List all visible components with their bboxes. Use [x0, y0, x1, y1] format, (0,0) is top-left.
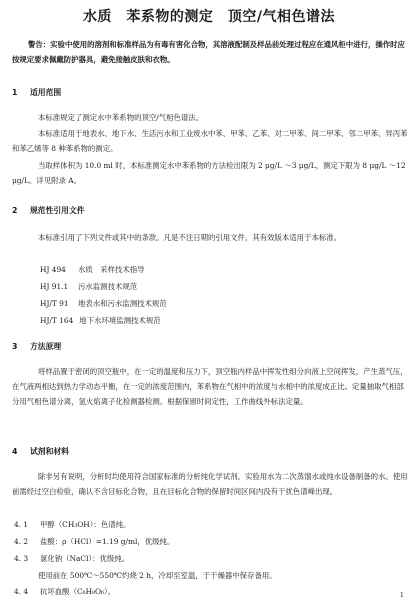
section-4-number: 4 [12, 447, 18, 456]
section-2-title: 规范性引用文件 [30, 206, 85, 215]
safety-warning: 警告：实验中使用的溶剂和标准样品为有毒有害化合物，其溶液配制及样品前处理过程应在通风柜中进行，操作时应按规定要求佩戴防护器具，避免接触皮肤和衣物。 [12, 40, 405, 64]
reference-title: 污水监测技术规范 [78, 282, 138, 291]
section-1-paragraph-3: 当取样体积为 10.0 ml 时，本标准测定水中苯系物的方法检出限为 2 μg/L ～3 μg/L，测定下限为 8 μg/L ～12 μg/L。详见附录 A。 [12, 161, 406, 185]
reagent-code: 4. 1 [14, 520, 29, 529]
reference-title: 水质 采样技术指导 [78, 265, 145, 274]
section-3-heading [12, 341, 61, 352]
reference-code: HJ 494 [40, 265, 66, 274]
reagent-item [14, 536, 174, 547]
section-2-paragraph-1: 本标准引用了下列文件或其中的条款。凡是不注日期的引用文件，其有效版本适用于本标准。 [38, 233, 342, 242]
section-2-heading [12, 205, 85, 216]
reagent-text: 甲醇（CH₃OH）：色谱纯。 [40, 520, 131, 529]
reference-title: 地下水环境监测技术规范 [79, 316, 161, 325]
reagent-text: 抗坏血酸（C₆H₈O₆）。 [40, 587, 116, 596]
reference-item [40, 298, 167, 309]
section-3-paragraph-1: 将样品置于密闭的顶空瓶中，在一定的温度和压力下，顶空瓶内样品中挥发性组分向液上空间挥发，产生蒸气压，在气液两相达到热力学动态平衡，在一定的浓度范围内，苯系物在气相中的浓度与水相中的浓度成正比。定量抽取气相部分用气相色谱分离，氢火焰离子化检测器检测。根据保留时间定性，工作曲线外标法定量。 [12, 367, 408, 406]
reagent-item [14, 519, 130, 530]
reference-code: HJ 91.1 [40, 282, 69, 291]
document-title: 水质 苯系物的测定 顶空/气相色谱法 [82, 9, 336, 25]
reagent-item [14, 586, 115, 597]
reagent-code: 4. 4 [14, 587, 29, 596]
nacl-note: 使用前在 500℃～550℃灼烧 2 h，冷却至室温，于干燥器中保存备用。 [38, 571, 277, 580]
section-3-number: 3 [12, 342, 18, 351]
reference-code: HJ/T 164 [40, 316, 74, 325]
section-3-title: 方法原理 [30, 342, 62, 351]
reference-item [40, 315, 161, 326]
section-1-title: 适用范围 [30, 88, 62, 97]
section-4-heading [12, 446, 69, 457]
reference-item [40, 264, 145, 275]
section-2-number: 2 [12, 206, 18, 215]
section-1-paragraph-1: 本标准规定了测定水中苯系物的顶空/气相色谱法。 [38, 113, 204, 122]
section-4-title: 试剂和材料 [30, 447, 69, 456]
reagent-code: 4. 2 [14, 537, 29, 546]
section-1-paragraph-2: 本标准适用于地表水、地下水、生活污水和工业废水中苯、甲苯、乙苯、对二甲苯、间二甲苯、邻二甲苯、异丙苯和苯乙烯等 8 种苯系物的测定。 [12, 129, 408, 153]
section-1-number: 1 [12, 88, 18, 97]
page-number: 1 [400, 592, 404, 599]
reference-title: 地表水和污水监测技术规范 [78, 299, 167, 308]
reagent-text: 盐酸：ρ（HCl）=1.19 g/ml，优级纯。 [40, 537, 175, 546]
reagent-code: 4. 3 [14, 554, 29, 563]
section-4-paragraph-1: 除非另有说明，分析时均使用符合国家标准的分析纯化学试剂。实验用水为二次蒸馏水或纯水设备制备的水。使用前需经过空白检验，确认不含目标化合物，且在目标化合物的保留时间区间内没有干扰色谱峰出现。 [12, 472, 408, 496]
reference-item [40, 281, 137, 292]
section-1-heading [12, 87, 61, 98]
reagent-item [14, 553, 129, 564]
reagent-text: 氯化钠（NaCl）：优级纯。 [40, 554, 130, 563]
reference-code: HJ/T 91 [40, 299, 69, 308]
